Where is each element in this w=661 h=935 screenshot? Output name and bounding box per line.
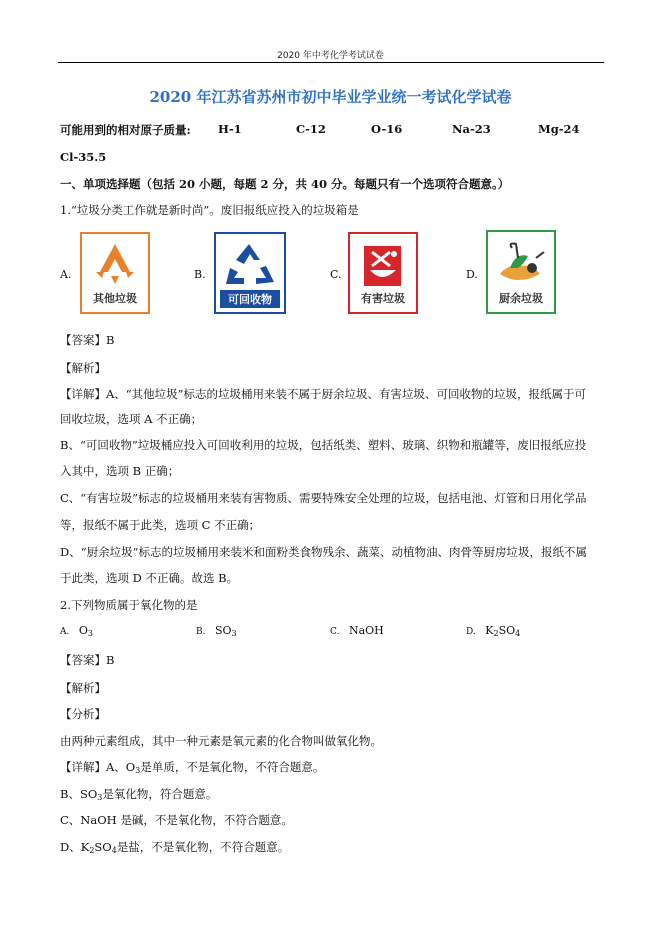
q2-detail-post: 是单质，不是氧化物，不符合题意。	[140, 760, 325, 774]
q2-option-a[interactable]	[60, 624, 93, 638]
atomic-mass-label: 可能用到的相对原子质量:	[60, 123, 191, 137]
q1-detail-line: D、“厨余垃圾”标志的垃圾桶用来装米和面粉类食物残余、蔬菜、动植物油、肉骨等厨房垃圾，报纸不属	[60, 545, 587, 559]
q1-option-c-letter: C.	[330, 268, 342, 281]
q2-detail-pre: B、SO	[60, 787, 98, 801]
hazardous-waste-icon	[350, 240, 415, 292]
q2-option-b-sub: 3	[231, 629, 237, 638]
q2-detail-sub2: 4	[111, 846, 117, 855]
atomic-mass-o: O-16	[371, 122, 403, 136]
q2-option-d[interactable]	[466, 624, 520, 638]
q2-option-c-letter: C.	[330, 627, 340, 637]
q1-option-c-bin[interactable]	[348, 232, 418, 314]
q1-answer: 【答案】B	[60, 333, 115, 347]
q1-detail-line: 回收垃圾，选项 A 不正确；	[60, 412, 203, 426]
q2-option-b-formula: SO	[214, 624, 232, 637]
q2-option-a-letter: A.	[60, 627, 70, 637]
bin-label-recyclable: 可回收物	[220, 290, 280, 308]
q1-detail-line: 等，报纸不属于此类，选项 C 不正确；	[60, 518, 261, 532]
q2-detail-line	[60, 812, 293, 828]
q2-option-d-sub: 2	[493, 629, 499, 638]
q1-option-d-bin[interactable]	[486, 230, 556, 314]
q2-detail-sub: 3	[97, 793, 103, 802]
q2-option-c[interactable]	[330, 624, 384, 637]
q1-detail-line: B、“可回收物”垃圾桶应投入可回收利用的垃圾，包括纸类、塑料、玻璃、织物和瓶罐等，废旧报纸应投	[60, 438, 587, 452]
q1-detail-line: 于此类，选项 D 不正确。故选 B。	[60, 571, 239, 585]
q2-detail-line	[60, 839, 289, 855]
section-heading: 一、单项选择题（包括 20 小题，每题 2 分，共 40 分。每题只有一个选项符合题意。）	[60, 177, 510, 191]
other-waste-icon	[82, 240, 147, 290]
q2-analysis-text: 由两种元素组成，其中一种元素是氧元素的化合物叫做氧化物。	[60, 734, 382, 748]
q2-detail-post: 是氧化物，符合题意。	[102, 787, 218, 801]
page-title: 2020 年江苏省苏州市初中毕业学业统一考试化学试卷	[149, 88, 512, 106]
bin-label-kitchen: 厨余垃圾	[499, 292, 543, 305]
q2-option-d-formula: K	[485, 624, 494, 637]
q2-analysis-head: 【分析】	[60, 707, 106, 721]
q2-detail-sub: 3	[135, 766, 141, 775]
q1-analysis-tag: 【解析】	[60, 361, 106, 375]
q2-detail-pre: C、NaOH 是碱，不是氧化物，不符合题意。	[60, 813, 293, 827]
q2-detail-sub: 2	[89, 846, 95, 855]
q2-detail-line	[60, 786, 217, 802]
q1-detail-line: 【详解】A、“其他垃圾”标志的垃圾桶用来装不属于厨余垃圾、有害垃圾、可回收物的垃圾，报纸属于可	[60, 387, 587, 401]
q1-detail-line: C、“有害垃圾”标志的垃圾桶用来装有害物质、需要特殊安全处理的垃圾，包括电池、灯管和日用化学品	[60, 491, 587, 505]
q1-option-b-letter: B.	[194, 268, 206, 281]
q2-detail-post2: 是盐，不是氧化物，不符合题意。	[116, 840, 290, 854]
header-rule	[58, 62, 604, 63]
running-head: 2020 年中考化学考试试卷	[277, 51, 384, 61]
q1-option-a-bin[interactable]	[80, 232, 150, 314]
atomic-mass-na: Na-23	[452, 122, 491, 136]
q2-option-d-letter: D.	[466, 627, 476, 637]
recycle-icon	[216, 240, 283, 292]
q2-detail-post: SO	[94, 840, 112, 854]
q2-option-d-sub2: 4	[515, 629, 521, 638]
atomic-mass-c: C-12	[296, 122, 326, 136]
q1-option-d-letter: D.	[466, 268, 478, 281]
atomic-mass-h: H-1	[218, 122, 242, 136]
q2-option-a-formula: O	[78, 624, 88, 637]
atomic-mass-mg: Mg-24	[538, 122, 580, 136]
q2-answer: 【答案】B	[60, 653, 115, 667]
q2-analysis-tag: 【解析】	[60, 681, 106, 695]
q1-option-b-bin[interactable]	[214, 232, 286, 314]
bin-label-other: 其他垃圾	[93, 292, 137, 305]
q2-detail-pre: D、K	[60, 840, 90, 854]
q2-option-c-formula: NaOH	[348, 624, 384, 637]
q2-option-b-letter: B.	[196, 627, 206, 637]
q2-option-d-tail: SO	[498, 624, 516, 637]
q2-detail-line	[60, 759, 324, 775]
q1-option-a-letter: A.	[60, 268, 72, 281]
atomic-mass-cl: Cl-35.5	[60, 150, 107, 164]
q2-stem: 2.下列物质属于氧化物的是	[60, 598, 198, 612]
q2-option-a-sub: 3	[87, 629, 93, 638]
q1-detail-line: 入其中，选项 B 正确；	[60, 464, 180, 478]
q2-option-b[interactable]	[196, 624, 237, 638]
q2-detail-pre: 【详解】A、O	[60, 760, 136, 774]
kitchen-waste-icon	[488, 238, 553, 292]
q1-stem: 1.“垃圾分类工作就是新时尚”。废旧报纸应投入的垃圾箱是	[60, 203, 359, 217]
bin-label-hazardous: 有害垃圾	[361, 292, 405, 305]
